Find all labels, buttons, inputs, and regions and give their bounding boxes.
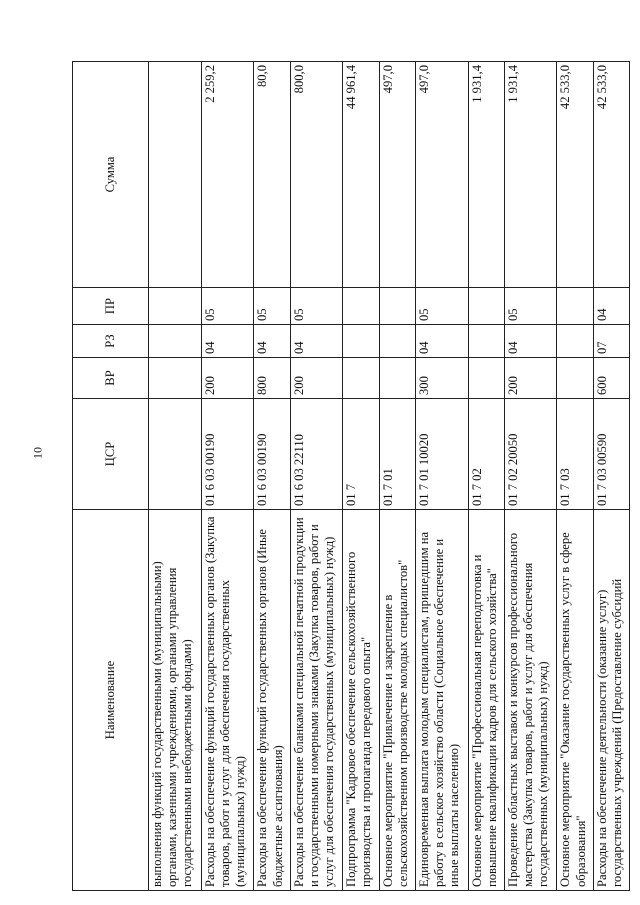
cell-rz (343, 325, 379, 358)
table-row (254, 62, 290, 891)
cell-pr (149, 288, 202, 325)
header-rz: РЗ (73, 325, 149, 358)
cell-vr (149, 358, 202, 399)
cell-vr: 600 (593, 358, 629, 399)
cell-vr (557, 358, 593, 399)
cell-rz: 04 (415, 325, 468, 358)
cell-csr (149, 399, 202, 510)
cell-pr (343, 288, 379, 325)
cell-rz: 04 (201, 325, 254, 358)
cell-rz (557, 325, 593, 358)
table-row (593, 62, 629, 891)
table-row (201, 62, 254, 891)
cell-pr (557, 288, 593, 325)
cell-pr: 05 (504, 288, 557, 325)
cell-csr: 01 7 01 (379, 399, 415, 510)
table-rotation-frame (72, 62, 630, 891)
header-sum: Сумма (73, 62, 149, 288)
cell-name: Основное мероприятие "Оказание государственных услуг в сфере образования" (557, 510, 593, 891)
cell-rz: 04 (290, 325, 343, 358)
cell-vr: 800 (254, 358, 290, 399)
header-vr: ВР (73, 358, 149, 399)
cell-csr: 01 7 (343, 399, 379, 510)
cell-name: Проведение областных выставок и конкурсов профессионального мастерства (Закупка товаров, работ и услуг для обеспечения государственных (муниципальных) нужд) (504, 510, 557, 891)
cell-sum: 42 533,0 (593, 62, 629, 288)
cell-sum: 42 533,0 (557, 62, 593, 288)
cell-pr (379, 288, 415, 325)
cell-vr: 200 (201, 358, 254, 399)
header-pr: ПР (73, 288, 149, 325)
cell-sum: 2 259,2 (201, 62, 254, 288)
table-row (468, 62, 504, 891)
table-row (557, 62, 593, 891)
cell-name: выполнения функций государственными (муниципальными) органами, казенными учреждениями, органами управления государственными внебюджетными фондами) (149, 510, 202, 891)
cell-vr: 300 (415, 358, 468, 399)
header-name: Наименование (73, 510, 149, 891)
cell-rz (468, 325, 504, 358)
cell-sum: 1 931,4 (468, 62, 504, 288)
cell-csr: 01 7 03 00590 (593, 399, 629, 510)
cell-rz: 04 (254, 325, 290, 358)
cell-csr: 01 6 03 00190 (201, 399, 254, 510)
header-csr: ЦСР (73, 399, 149, 510)
table-row (415, 62, 468, 891)
cell-rz (149, 325, 202, 358)
cell-name: Расходы на обеспечение функций государственных органов (Иные бюджетные ассигнования) (254, 510, 290, 891)
table-header-row (73, 62, 149, 891)
cell-name: Расходы на обеспечение бланками специальной печатной продукции и государственными номерными знаками (Закупка товаров, работ и услуг для обеспечения государственных (муниципальных) нужд) (290, 510, 343, 891)
cell-pr: 04 (593, 288, 629, 325)
rotated-content (72, 62, 630, 891)
page-number: 10 (30, 447, 45, 459)
cell-pr (468, 288, 504, 325)
cell-vr (379, 358, 415, 399)
table-row (149, 62, 202, 891)
cell-vr: 200 (290, 358, 343, 399)
cell-sum: 497,0 (415, 62, 468, 288)
cell-rz (379, 325, 415, 358)
cell-sum: 44 961,4 (343, 62, 379, 288)
cell-vr (343, 358, 379, 399)
cell-rz: 04 (504, 325, 557, 358)
cell-csr: 01 6 03 00190 (254, 399, 290, 510)
cell-csr: 01 6 03 22110 (290, 399, 343, 510)
table-row (290, 62, 343, 891)
cell-name: Основное мероприятие "Привлечение и закрепление в сельскохозяйственном производстве молодых специалистов" (379, 510, 415, 891)
cell-name: Основное мероприятие "Профессиональная переподготовка и повышение квалификации кадров для сельского хозяйства" (468, 510, 504, 891)
cell-pr: 05 (290, 288, 343, 325)
cell-csr: 01 7 03 (557, 399, 593, 510)
cell-csr: 01 7 02 20050 (504, 399, 557, 510)
cell-sum: 1 931,4 (504, 62, 557, 288)
cell-pr: 05 (415, 288, 468, 325)
cell-name: Подпрограмма "Кадровое обеспечение сельскохозяйственного производства и пропаганда передового опыта" (343, 510, 379, 891)
cell-sum: 497,0 (379, 62, 415, 288)
budget-table (72, 61, 630, 891)
cell-pr: 05 (254, 288, 290, 325)
table-row (504, 62, 557, 891)
cell-sum (149, 62, 202, 288)
cell-name: Расходы на обеспечение функций государственных органов (Закупка товаров, работ и услуг для обеспечения государственных (муниципальных) нужд) (201, 510, 254, 891)
cell-pr: 05 (201, 288, 254, 325)
cell-name: Единовременная выплата молодым специалистам, пришедшим на работу в сельское хозяйство области (Социальное обеспечение и иные выплаты населению) (415, 510, 468, 891)
cell-csr: 01 7 01 10020 (415, 399, 468, 510)
cell-vr: 200 (504, 358, 557, 399)
table-row (343, 62, 379, 891)
cell-rz: 07 (593, 325, 629, 358)
cell-vr (468, 358, 504, 399)
cell-csr: 01 7 02 (468, 399, 504, 510)
cell-sum: 80,0 (254, 62, 290, 288)
cell-sum: 800,0 (290, 62, 343, 288)
cell-name: Расходы на обеспечение деятельности (оказание услуг) государственных учреждений (Предоставление субсидий (593, 510, 629, 891)
table-row (379, 62, 415, 891)
